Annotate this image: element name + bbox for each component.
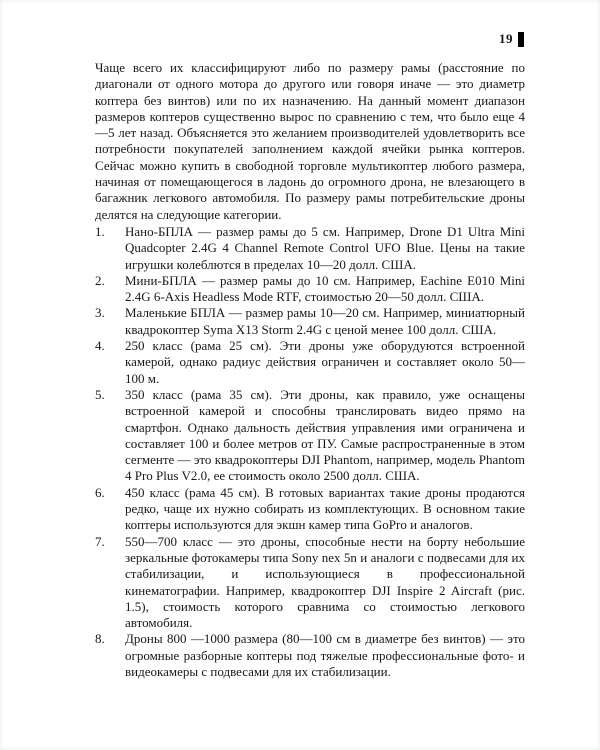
page-edge-marker <box>518 32 524 47</box>
text-block <box>95 60 525 680</box>
list-item <box>95 631 525 680</box>
list-item-text: Дроны 800 —1000 размера (80—100 см в диаметре без винтов) — это огромные разборные коптеры под тяжелые профессиональные фото- и видеокамеры с подвесами для их стабилизации. <box>125 631 525 679</box>
list-item-text: 450 класс (рама 45 см). В готовых вариантах такие дроны продаются редко, чаще их нужно собирать из комплектующих. В основном такие коптеры используются для экшн камер типа GoPro и аналогов. <box>125 484 525 533</box>
list-item-number: 2. <box>95 272 105 288</box>
list-item-number: 1. <box>95 223 105 239</box>
page-number: 19 <box>499 31 513 46</box>
list-item-text: Маленькие БПЛА — размер рамы 10—20 см. Например, миниатюрный квадрокоптер Syma X13 Storm 2.4G с ценой менее 100 долл. США. <box>125 305 525 337</box>
list-item-number: 5. <box>95 386 105 402</box>
list-item-number: 3. <box>95 305 105 321</box>
list-item <box>95 305 525 338</box>
list-item <box>95 485 525 534</box>
list-item-number: 4. <box>95 338 105 354</box>
list-item <box>95 534 525 632</box>
page-header <box>499 31 524 47</box>
list-item-number: 8. <box>95 631 105 647</box>
list-item-number: 6. <box>95 484 105 500</box>
list-item-text: 550—700 класс — это дроны, способные нести на борту небольшие зеркальные фотокамеры типа Sony nex 5n и аналоги с подвесами для их стабилизации, и использующиеся в профессиональной кинематографии. Например, квадрокоптер DJI Inspire 2 Aircraft (рис. 1.5), стоимость которого сравнима со стоимостью легкового автомобиля. <box>125 533 525 631</box>
list-item <box>95 338 525 387</box>
category-list <box>95 224 525 680</box>
list-item-text: 350 класс (рама 35 см). Эти дроны, как правило, уже оснащены встроенной камерой и способны транслировать видео прямо на смартфон. Однако дальность действия управления ими ограничена и составляет 100 и более метров от ПУ. Самые распространенные в этом сегменте — это квадрокоптеры DJI Phantom, например, модель Phantom 4 Pro Plus V2.0, ее стоимость около 2500 долл. США. <box>125 386 525 484</box>
list-item-number: 7. <box>95 533 105 549</box>
list-item-text: 250 класс (рама 25 см). Эти дроны уже оборудуются встроенной камерой, однако радиус действия ограничен и составляет около 50—100 м. <box>125 338 525 386</box>
list-item-text: Нано-БПЛА — размер рамы до 5 см. Например, Drone D1 Ultra Mini Quadcopter 2.4G 4 Channel Remote Control UFO Blue. Цены на такие игрушки колеблются в пределах 10—20 долл. США. <box>125 223 525 272</box>
intro-paragraph: Чаще всего их классифицируют либо по размеру рамы (расстояние по диагонали от одного мотора до другого или говоря иначе — это диаметр коптера без винтов) или по их назначению. На данный момент диапазон размеров коптеров существенно вырос по сравнению с тем, что было еще 4—5 лет назад. Объясняется это желанием производителей удовлетворить все потребности покупателей заполнением каждой ячейки рынка коптеров. Сейчас можно купить в свободной торговле мультикоптер любого размера, начиная от помещающегося в ладонь до огромного дрона, не влезающего в багажник легкового автомобиля. По размеру рамы потребительские дроны делятся на следующие категории. <box>95 60 525 222</box>
list-item <box>95 273 525 306</box>
list-item-text: Мини-БПЛА — размер рамы до 10 см. Например, Eachine E010 Mini 2.4G 6-Axis Headless Mode RTF, стоимостью 20—50 долл. США. <box>125 272 525 305</box>
list-item <box>95 224 525 273</box>
list-item <box>95 387 525 485</box>
